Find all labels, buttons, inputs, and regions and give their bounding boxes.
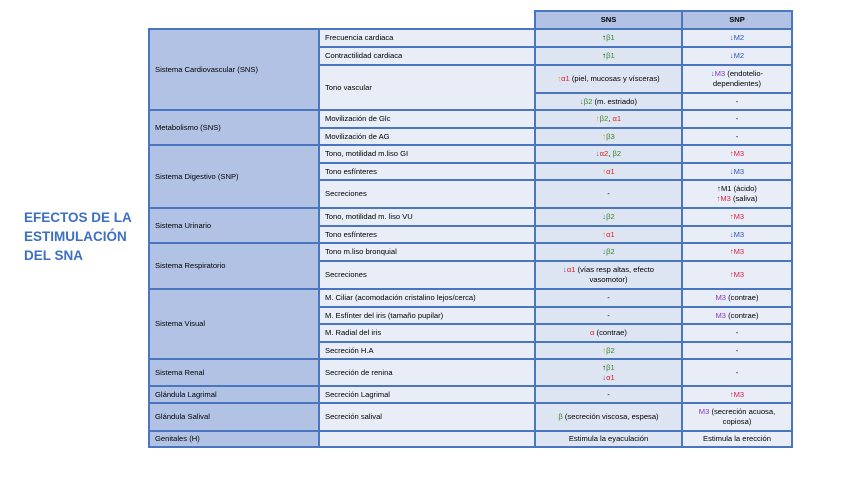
effect-mov-glc: Movilización de Glc [319, 110, 535, 128]
cell-renina-snp: - [682, 359, 792, 386]
header-row [149, 11, 792, 29]
effect-tono-vu: Tono, motilidad m. liso VU [319, 208, 535, 226]
side-title-line-3: DEL SNA [24, 248, 84, 263]
effect-tono-esfinteres-urin: Tono esfínteres [319, 226, 535, 243]
effect-secreciones-dig: Secreciones [319, 180, 535, 208]
cell-vasc1-sns: ↑α1 (piel, mucosas y vísceras) [535, 65, 682, 93]
table-row [149, 145, 792, 163]
cell-ha-sns: ↑β2 [535, 342, 682, 359]
table-row [149, 243, 792, 261]
cell-gen-snp: Estimula la erección [682, 431, 792, 447]
effect-tono-esfinteres-dig: Tono esfínteres [319, 163, 535, 180]
effect-esfinter-iris: M. Esfínter del iris (tamaño pupilar) [319, 307, 535, 324]
cell-secd-sns: - [535, 180, 682, 208]
cell-glc-sns: ↑β2, α1 [535, 110, 682, 128]
cell-renina-sns: ↑β1 ↓α1 [535, 359, 682, 386]
table-row [149, 29, 792, 47]
header-blank [149, 11, 535, 29]
cell-vasc2-sns: ↓β2 (m. estriado) [535, 93, 682, 110]
system-visual: Sistema Visual [149, 289, 319, 359]
effect-tono-bronquial: Tono m.liso bronquial [319, 243, 535, 261]
effect-tono-vascular: Tono vascular [319, 65, 535, 110]
cell-esfd-snp: ↓M3 [682, 163, 792, 180]
cell-bronq-sns: ↓β2 [535, 243, 682, 261]
side-title-line-2: ESTIMULACIÓN [24, 229, 127, 244]
table-row [149, 403, 792, 431]
table-row [149, 359, 792, 386]
cell-fc-sns: ↑β1 [535, 29, 682, 47]
cell-vu-sns: ↓β2 [535, 208, 682, 226]
effects-table [148, 10, 793, 448]
system-cardiovascular: Sistema Cardiovascular (SNS) [149, 29, 319, 110]
header-snp: SNP [682, 11, 792, 29]
cell-sal-snp: M3 (secreción acuosa, copiosa) [682, 403, 792, 431]
cell-glc-snp: - [682, 110, 792, 128]
system-metabolismo: Metabolismo (SNS) [149, 110, 319, 145]
system-renal: Sistema Renal [149, 359, 319, 386]
cell-gi-snp: ↑M3 [682, 145, 792, 163]
cell-radial-snp: - [682, 324, 792, 342]
effect-frecuencia: Frecuencia cardiaca [319, 29, 535, 47]
table-row [149, 110, 792, 128]
header-sns: SNS [535, 11, 682, 29]
side-title [24, 208, 144, 265]
table-row [149, 208, 792, 226]
cell-secr-sns: ↓α1 (vías resp altas, efecto vasomotor) [535, 261, 682, 289]
cell-vu-snp: ↑M3 [682, 208, 792, 226]
effect-radial-iris: M. Radial del iris [319, 324, 535, 342]
cell-esf-iris-sns: - [535, 307, 682, 324]
side-title-line-1: EFECTOS DE LA [24, 210, 132, 225]
effect-secrecion-salival: Secreción salival [319, 403, 535, 431]
system-digestivo: Sistema Digestivo (SNP) [149, 145, 319, 208]
effect-secrecion-renina: Secreción de renina [319, 359, 535, 386]
system-lagrimal: Glándula Lagrimal [149, 386, 319, 403]
effect-secrecion-lagrimal: Secreción Lagrimal [319, 386, 535, 403]
effect-secreciones-resp: Secreciones [319, 261, 535, 289]
system-genitales: Genitales (H) [149, 431, 319, 447]
effect-secrecion-ha: Secreción H.A [319, 342, 535, 359]
cell-bronq-snp: ↑M3 [682, 243, 792, 261]
cell-ag-sns: ↑β3 [535, 128, 682, 145]
cell-vasc1-snp: ↓M3 (endotelio- dependientes) [682, 65, 792, 93]
effect-mov-ag: Movilización de AG [319, 128, 535, 145]
cell-ciliar-snp: M3 (contrae) [682, 289, 792, 307]
cell-contr-sns: ↑β1 [535, 47, 682, 65]
cell-esfu-sns: ↑α1 [535, 226, 682, 243]
cell-vasc2-snp: - [682, 93, 792, 110]
cell-esf-iris-snp: M3 (contrae) [682, 307, 792, 324]
cell-radial-sns: α (contrae) [535, 324, 682, 342]
table-row [149, 431, 792, 447]
system-respiratorio: Sistema Respiratorio [149, 243, 319, 289]
system-urinario: Sistema Urinario [149, 208, 319, 243]
system-salival: Glándula Salival [149, 403, 319, 431]
cell-secd-snp: ↑M1 (ácido) ↑M3 (saliva) [682, 180, 792, 208]
effect-contractilidad: Contractilidad cardiaca [319, 47, 535, 65]
cell-esfd-sns: ↑α1 [535, 163, 682, 180]
cell-ag-snp: - [682, 128, 792, 145]
table-row [149, 289, 792, 307]
cell-ha-snp: - [682, 342, 792, 359]
cell-esfu-snp: ↓M3 [682, 226, 792, 243]
effect-tono-gi: Tono, motilidad m.liso GI [319, 145, 535, 163]
effect-genitales-blank [319, 431, 535, 447]
cell-sal-sns: β (secreción viscosa, espesa) [535, 403, 682, 431]
cell-ciliar-sns: - [535, 289, 682, 307]
cell-gen-sns: Estimula la eyaculación [535, 431, 682, 447]
cell-gi-sns: ↓α2, β2 [535, 145, 682, 163]
cell-lag-sns: - [535, 386, 682, 403]
effect-ciliar: M. Ciliar (acomodación cristalino lejos/cerca) [319, 289, 535, 307]
cell-lag-snp: ↑M3 [682, 386, 792, 403]
cell-secr-snp: ↑M3 [682, 261, 792, 289]
cell-fc-snp: ↓M2 [682, 29, 792, 47]
table-row [149, 386, 792, 403]
cell-contr-snp: ↓M2 [682, 47, 792, 65]
